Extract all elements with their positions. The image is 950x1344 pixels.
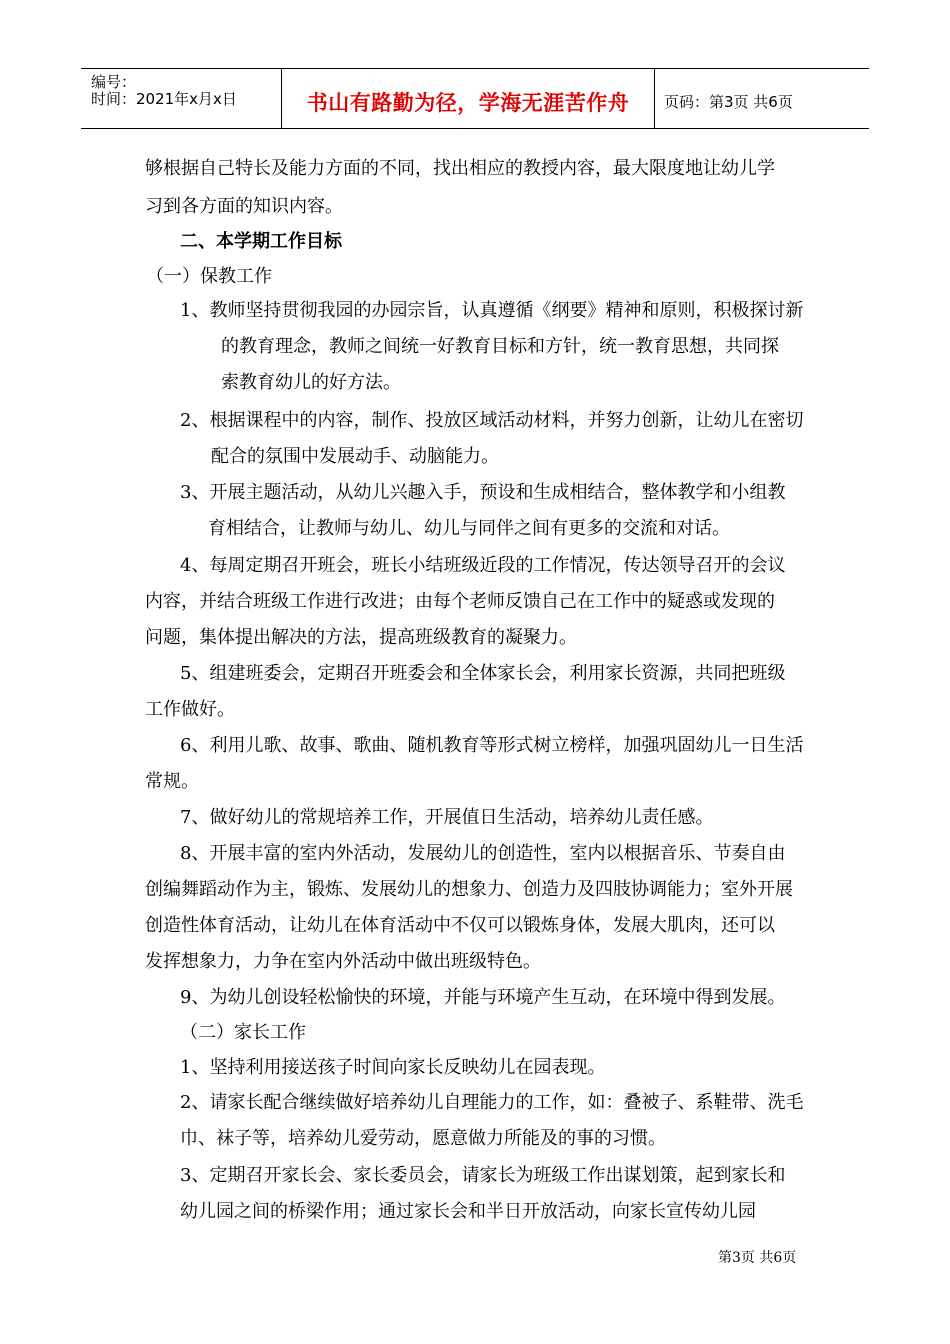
document-time-label: 时间：2021年x月x日 (91, 90, 237, 108)
subsection-heading: （一）保教工作 (146, 266, 272, 287)
header-motto-cell (281, 69, 655, 128)
list-item: 3、开展主题活动，从幼儿兴趣入手，预设和生成相结合，整体教学和小组教 (180, 482, 786, 503)
section-heading: 二、本学期工作目标 (180, 231, 342, 252)
paragraph-line: 索教育幼儿的好方法。 (221, 372, 401, 393)
paragraph-line: 够根据自己特长及能力方面的不同，找出相应的教授内容，最大限度地让幼儿学 (145, 158, 775, 179)
list-item: 3、定期召开家长会、家长委员会，请家长为班级工作出谋划策，起到家长和 (180, 1165, 786, 1186)
list-item: 5、组建班委会，定期召开班委会和全体家长会，利用家长资源，共同把班级 (180, 663, 786, 684)
page-footer: 第3页 共6页 (718, 1250, 797, 1266)
paragraph-line: 常规。 (145, 771, 199, 792)
list-item: 8、开展丰富的室内外活动，发展幼儿的创造性，室内以根据音乐、节奏自由 (180, 843, 786, 864)
page-header (81, 68, 869, 129)
header-left-cell (81, 69, 281, 128)
header-page-number: 页码：第3页 共6页 (664, 93, 793, 111)
list-item: 6、利用儿歌、故事、歌曲、随机教育等形式树立榜样，加强巩固幼儿一日生活 (180, 735, 804, 756)
paragraph-line: 巾、袜子等，培养幼儿爱劳动，愿意做力所能及的事的习惯。 (180, 1128, 666, 1149)
paragraph-line: 问题，集体提出解决的方法，提高班级教育的凝聚力。 (145, 627, 577, 648)
header-page-cell (654, 69, 869, 128)
list-item: 2、根据课程中的内容，制作、投放区域活动材料，并努力创新，让幼儿在密切 (180, 410, 804, 431)
paragraph-line: 创编舞蹈动作为主，锻炼、发展幼儿的想象力、创造力及四肢协调能力；室外开展 (145, 879, 793, 900)
list-item: 9、为幼儿创设轻松愉快的环境，并能与环境产生互动，在环境中得到发展。 (180, 987, 786, 1008)
subsection-heading: （二）家长工作 (180, 1022, 306, 1043)
header-motto: 书山有路勤为径，学海无涯苦作舟 (306, 91, 630, 115)
paragraph-line: 发挥想象力，力争在室内外活动中做出班级特色。 (145, 951, 541, 972)
paragraph-line: 幼儿园之间的桥梁作用；通过家长会和半日开放活动，向家长宣传幼儿园 (180, 1201, 756, 1222)
paragraph-line: 工作做好。 (145, 699, 235, 720)
paragraph-line: 育相结合，让教师与幼儿、幼儿与同伴之间有更多的交流和对话。 (208, 518, 730, 539)
paragraph-line: 的教育理念，教师之间统一好教育目标和方针，统一教育思想，共同探 (221, 336, 779, 357)
list-item: 4、每周定期召开班会，班长小结班级近段的工作情况，传达领导召开的会议 (180, 555, 786, 576)
paragraph-line: 内容，并结合班级工作进行改进；由每个老师反馈自己在工作中的疑惑或发现的 (145, 591, 775, 612)
paragraph-line: 创造性体育活动，让幼儿在体育活动中不仅可以锻炼身体，发展大肌肉，还可以 (145, 915, 775, 936)
list-item: 2、请家长配合继续做好培养幼儿自理能力的工作，如：叠被子、系鞋带、洗毛 (180, 1092, 804, 1113)
paragraph-line: 配合的氛围中发展动手、动脑能力。 (211, 446, 499, 467)
document-number-label: 编号： (91, 73, 137, 91)
list-item: 7、做好幼儿的常规培养工作，开展值日生活动，培养幼儿责任感。 (180, 807, 714, 828)
paragraph-line: 习到各方面的知识内容。 (145, 196, 343, 217)
list-item: 1、教师坚持贯彻我园的办园宗旨，认真遵循《纲要》精神和原则，积极探讨新 (180, 300, 804, 321)
list-item: 1、坚持利用接送孩子时间向家长反映幼儿在园表现。 (180, 1057, 606, 1078)
